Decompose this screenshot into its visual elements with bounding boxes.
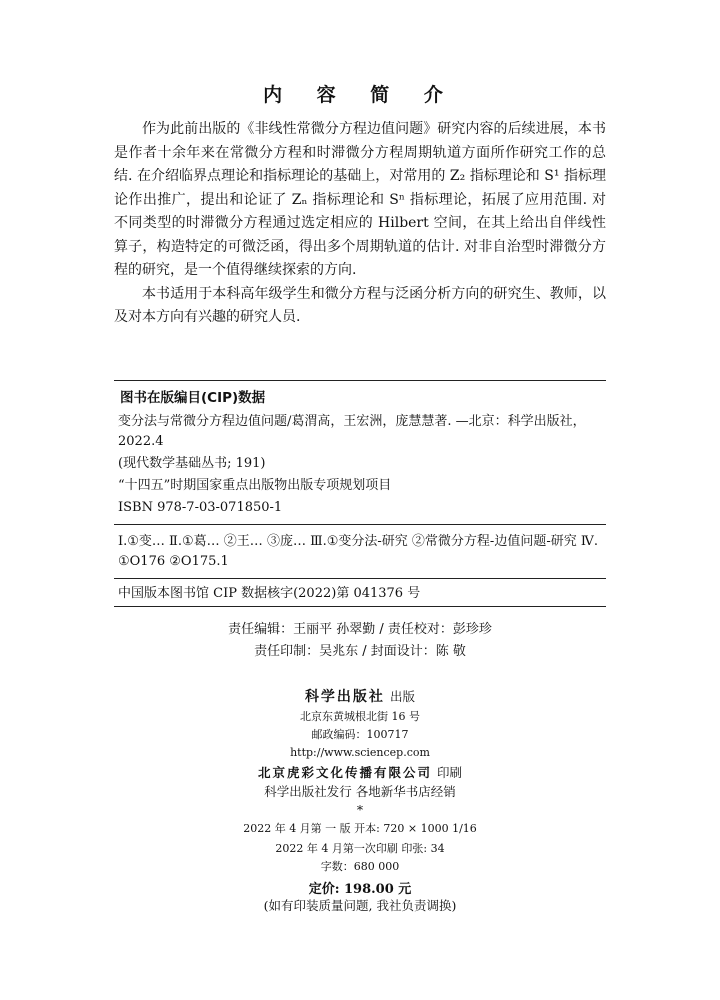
cip-isbn-line: ISBN 978-7-03-071850-1: [118, 500, 283, 515]
price: 定价: 198.00 元: [308, 882, 412, 897]
separator-star: *: [356, 802, 364, 817]
intro-text: [114, 118, 606, 330]
printer-line: [0, 762, 720, 783]
publisher-line: [0, 686, 720, 707]
intro-paragraph-1: 作为此前出版的《非线性常微分方程边值问题》研究内容的后续进展，本书是作者十余年来在常微分方程和时滞微分方程周期轨道方面所作研究工作的总结. 在介绍临界点理论和指标理论的基础上，对常用的 Z₂ 指标理论和 S¹ 指标理论作出推广，提出和论证了 Zₙ 指标理论和 Sⁿ 指标理论，拓展了应用范围. 对不同类型的时滞微分方程通过选定相应的 Hilbert 空间，在其上给出自伴线性算子，构造特定的可微泛函，得出多个周期轨道的估计. 对非自治型时滞微分方程的研究，是一个值得继续探索的方向.: [114, 121, 606, 278]
publisher-name: 科学出版社: [304, 689, 385, 705]
distribution-line: 科学出版社发行 各地新华书店经销: [264, 784, 456, 799]
divider-mid: [114, 524, 606, 525]
publisher-suffix: 出版: [390, 689, 416, 704]
word-count: 字数：680 000: [320, 860, 400, 873]
intro-paragraph-2: 本书适用于本科高年级学生和微分方程与泛函分析方向的研究生、教师，以及对本方向有兴趣的研究人员.: [114, 285, 606, 325]
printer-suffix: 印刷: [437, 765, 463, 780]
publisher-address: 北京东黄城根北街 16 号: [300, 710, 420, 723]
section-title: 内 容 简 介: [263, 84, 457, 106]
quality-note: (如有印装质量问题, 我社负责调换): [263, 898, 457, 913]
print-credits: 责任印制：吴兆东 / 封面设计：陈 敬: [254, 644, 466, 659]
printer-name: 北京虎彩文化传播有限公司: [257, 765, 432, 780]
editor-credits: 责任编辑：王丽平 孙翠勤 / 责任校对：彭珍珍: [228, 622, 492, 637]
cip-heading: 图书在版编目(CIP)数据: [120, 390, 266, 406]
cip-title-line: 变分法与常微分方程边值问题/葛渭高，王宏洲，庞慧慧著. —北京：科学出版社，2022.4: [118, 414, 586, 449]
divider-top: [114, 380, 606, 381]
edition-line: 2022 年 4 月第 一 版 开本: 720 × 1000 1/16: [243, 822, 477, 835]
cip-classification: Ⅰ.①变… Ⅱ.①葛… ②王… ③庞… Ⅲ.①变分法-研究 ②常微分方程-边值问题-研究 Ⅳ. ①O176 ②O175.1: [118, 534, 598, 569]
cip-project-line: “十四五”时期国家重点出版物出版专项规划项目: [118, 478, 392, 493]
cip-number-line: 中国版本图书馆 CIP 数据核字(2022)第 041376 号: [118, 586, 421, 601]
divider-low: [114, 578, 606, 579]
publisher-postcode: 邮政编码：100717: [311, 728, 409, 741]
divider-bottom: [114, 606, 606, 607]
publisher-url: http://www.sciencep.com: [290, 746, 430, 759]
printing-line: 2022 年 4 月第一次印刷 印张: 34: [275, 842, 445, 855]
cip-series-line: (现代数学基础丛书; 191): [118, 456, 266, 471]
